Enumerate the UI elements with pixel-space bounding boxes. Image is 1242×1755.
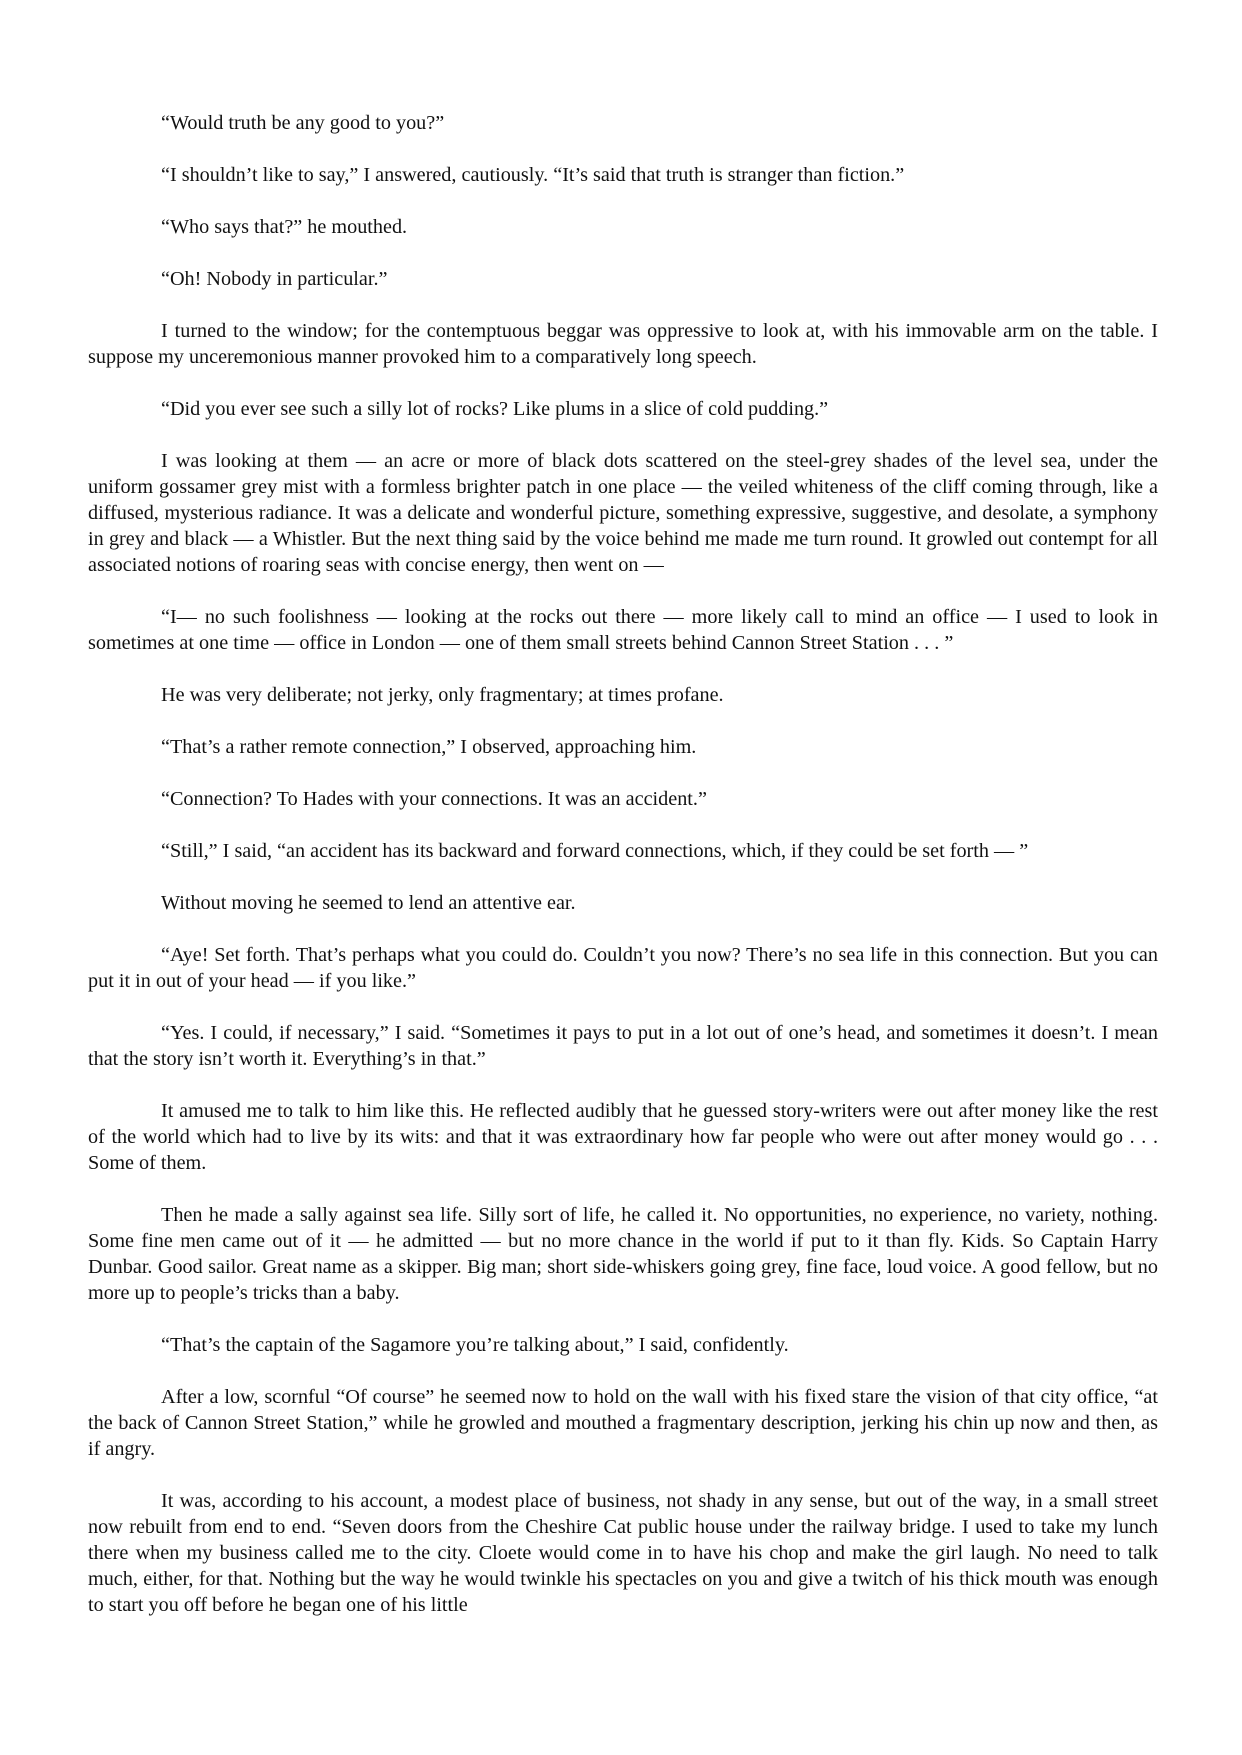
paragraph-20: It was, according to his account, a modest place of business, not shady in any sense, but out of the way, in a small street now rebuilt from end to end. “Seven doors from the Cheshire Cat public house under the railway bridge. I used to take my lunch there when my business called me to the city. Cloete would come in to have his chop and make the girl laugh. No need to talk much, either, for that. Nothing but the way he would twinkle his spectacles on you and give a twitch of his thick mouth was enough to start you off before he began one of his little [88, 1490, 1158, 1616]
paragraph-6: “Did you ever see such a silly lot of rocks? Like plums in a slice of cold pudding.” [161, 398, 829, 420]
paragraph-10: “That’s a rather remote connection,” I observed, approaching him. [161, 736, 697, 758]
paragraph-11: “Connection? To Hades with your connections. It was an accident.” [161, 788, 707, 810]
paragraph-14: “Aye! Set forth. That’s perhaps what you could do. Couldn’t you now? There’s no sea life in this connection. But you can put it in out of your head — if you like.” [88, 944, 1158, 992]
document-page [88, 110, 1158, 1618]
paragraph-5: I turned to the window; for the contemptuous beggar was oppressive to look at, with his immovable arm on the table. I suppose my unceremonious manner provoked him to a comparatively long speech. [88, 320, 1158, 368]
paragraph-9: He was very deliberate; not jerky, only fragmentary; at times profane. [161, 684, 724, 706]
paragraph-12: “Still,” I said, “an accident has its backward and forward connections, which, if they could be set forth — ” [161, 840, 1029, 862]
paragraph-18: “That’s the captain of the Sagamore you’re talking about,” I said, confidently. [161, 1334, 789, 1356]
paragraph-2: “I shouldn’t like to say,” I answered, cautiously. “It’s said that truth is stranger than fiction.” [161, 164, 905, 186]
paragraph-1: “Would truth be any good to you?” [161, 112, 445, 134]
paragraph-7: I was looking at them — an acre or more of black dots scattered on the steel-grey shades of the level sea, under the uniform gossamer grey mist with a formless brighter patch in one place — the veiled whiteness of the cliff coming through, like a diffused, mysterious radiance. It was a delicate and wonderful picture, something expressive, suggestive, and desolate, a symphony in grey and black — a Whistler. But the next thing said by the voice behind me made me turn round. It growled out contempt for all associated notions of roaring seas with concise energy, then went on — [88, 450, 1158, 576]
paragraph-3: “Who says that?” he mouthed. [161, 216, 408, 238]
paragraph-16: It amused me to talk to him like this. He reflected audibly that he guessed story-writers were out after money like the rest of the world which had to live by its wits: and that it was extraordinary how far people who were out after money would go . . . Some of them. [88, 1100, 1158, 1174]
paragraph-15: “Yes. I could, if necessary,” I said. “Sometimes it pays to put in a lot out of one’s head, and sometimes it doesn’t. I mean that the story isn’t worth it. Everything’s in that.” [88, 1022, 1158, 1070]
paragraph-4: “Oh! Nobody in particular.” [161, 268, 388, 290]
paragraph-19: After a low, scornful “Of course” he seemed now to hold on the wall with his fixed stare the vision of that city office, “at the back of Cannon Street Station,” while he growled and mouthed a fragmentary description, jerking his chin up now and then, as if angry. [88, 1386, 1158, 1460]
paragraph-17: Then he made a sally against sea life. Silly sort of life, he called it. No opportunities, no experience, no variety, nothing. Some fine men came out of it — he admitted — but no more chance in the world if put to it than fly. Kids. So Captain Harry Dunbar. Good sailor. Great name as a skipper. Big man; short side-whiskers going grey, fine face, loud voice. A good fellow, but no more up to people’s tricks than a baby. [88, 1204, 1158, 1304]
paragraph-8: “I— no such foolishness — looking at the rocks out there — more likely call to mind an office — I used to look in sometimes at one time — office in London — one of them small streets behind Cannon Street Station . . . ” [88, 606, 1158, 654]
paragraph-13: Without moving he seemed to lend an attentive ear. [161, 892, 576, 914]
